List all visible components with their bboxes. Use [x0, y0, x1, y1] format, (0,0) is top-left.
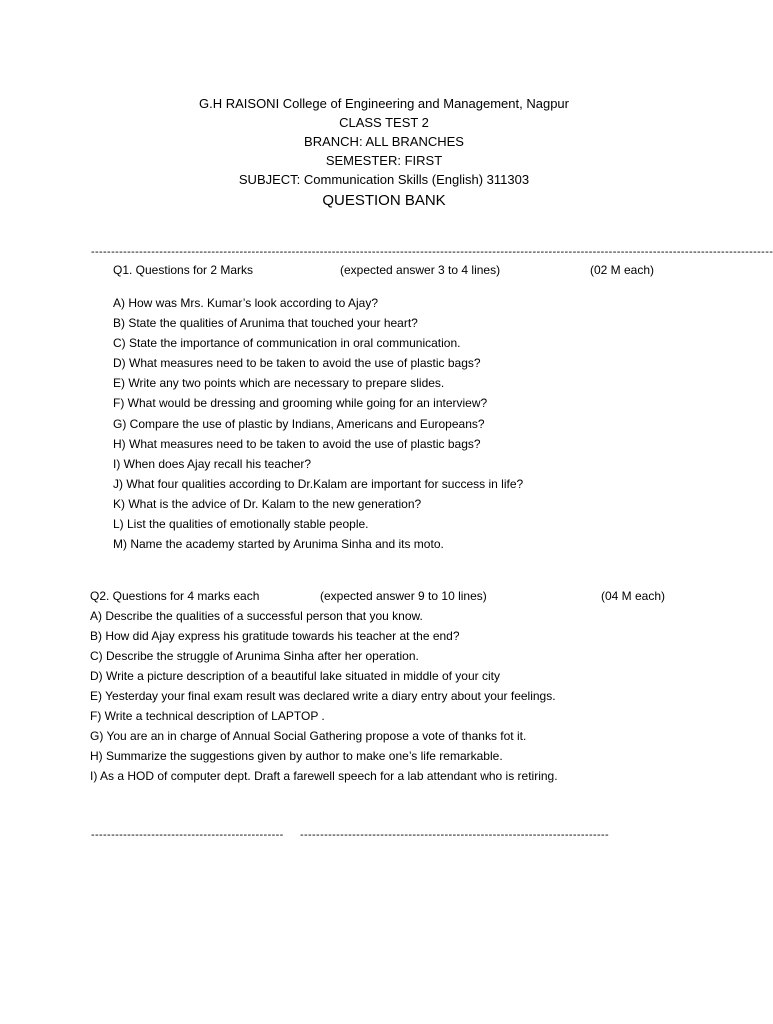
q2-question-list [90, 606, 558, 786]
list-item: G) Compare the use of plastic by Indians, Americans and Europeans? [113, 416, 485, 431]
list-item: C) State the importance of communication in oral communication. [113, 336, 461, 351]
list-item: A) How was Mrs. Kumar’s look according to Ajay? [113, 296, 378, 310]
list-item: F) What would be dressing and grooming while going for an interview? [113, 396, 488, 411]
q2-heading [0, 588, 768, 604]
q2-expected: (expected answer 9 to 10 lines) [320, 589, 487, 603]
college-name: G.H RAISONI College of Engineering and Management, Nagpur [199, 96, 569, 111]
separator-top: -------------------------------------------------------------------------------------------------------------------------------------------------------------------------- [91, 246, 773, 258]
q1-title: Q1. Questions for 2 Marks [113, 263, 254, 277]
q1-expected: (expected answer 3 to 4 lines) [340, 263, 501, 277]
q2-title: Q2. Questions for 4 marks each [90, 589, 260, 603]
list-item: D) Write a picture description of a beautiful lake situated in middle of your city [90, 669, 500, 683]
q1-question-list [113, 293, 523, 554]
list-item: H) What measures need to be taken to avoid the use of plastic bags? [113, 436, 481, 451]
list-item: L) List the qualities of emotionally stable people. [113, 517, 369, 532]
list-item: I) As a HOD of computer dept. Draft a farewell speech for a lab attendant who is retiring. [90, 769, 558, 783]
list-item: I) When does Ajay recall his teacher? [113, 456, 312, 471]
list-item: J) What four qualities according to Dr.Kalam are important for success in life? [113, 476, 524, 491]
list-item: A) Describe the qualities of a successful person that you know. [90, 609, 423, 623]
q1-marks: (02 M each) [590, 263, 655, 277]
semester-line: SEMESTER: FIRST [325, 153, 443, 168]
q1-heading [0, 262, 768, 278]
document-header [0, 94, 768, 212]
list-item: B) How did Ajay express his gratitude towards his teacher at the end? [90, 629, 460, 643]
list-item: D) What measures need to be taken to avoid the use of plastic bags? [113, 356, 481, 371]
branch-line: BRANCH: ALL BRANCHES [304, 134, 464, 149]
q2-marks: (04 M each) [601, 589, 666, 603]
separator-bottom-right: ----------------------------------------------------------------------------- [300, 829, 610, 841]
subject-line: SUBJECT: Communication Skills (English) 311303 [238, 172, 530, 187]
separator-bottom-left: ------------------------------------------------ [91, 829, 284, 841]
test-name: CLASS TEST 2 [339, 115, 429, 130]
list-item: E) Yesterday your final exam result was declared write a diary entry about your feelings. [90, 689, 556, 703]
document-title: QUESTION BANK [322, 192, 446, 209]
list-item: E) Write any two points which are necessary to prepare slides. [113, 376, 445, 391]
list-item: H) Summarize the suggestions given by author to make one’s life remarkable. [90, 749, 503, 763]
list-item: F) Write a technical description of LAPTOP . [90, 709, 325, 723]
list-item: G) You are an in charge of Annual Social Gathering propose a vote of thanks fot it. [90, 729, 527, 743]
list-item: K) What is the advice of Dr. Kalam to the new generation? [113, 496, 422, 511]
list-item: C) Describe the struggle of Arunima Sinha after her operation. [90, 649, 419, 663]
list-item: M) Name the academy started by Arunima Sinha and its moto. [113, 537, 444, 552]
list-item: B) State the qualities of Arunima that touched your heart? [113, 316, 418, 331]
